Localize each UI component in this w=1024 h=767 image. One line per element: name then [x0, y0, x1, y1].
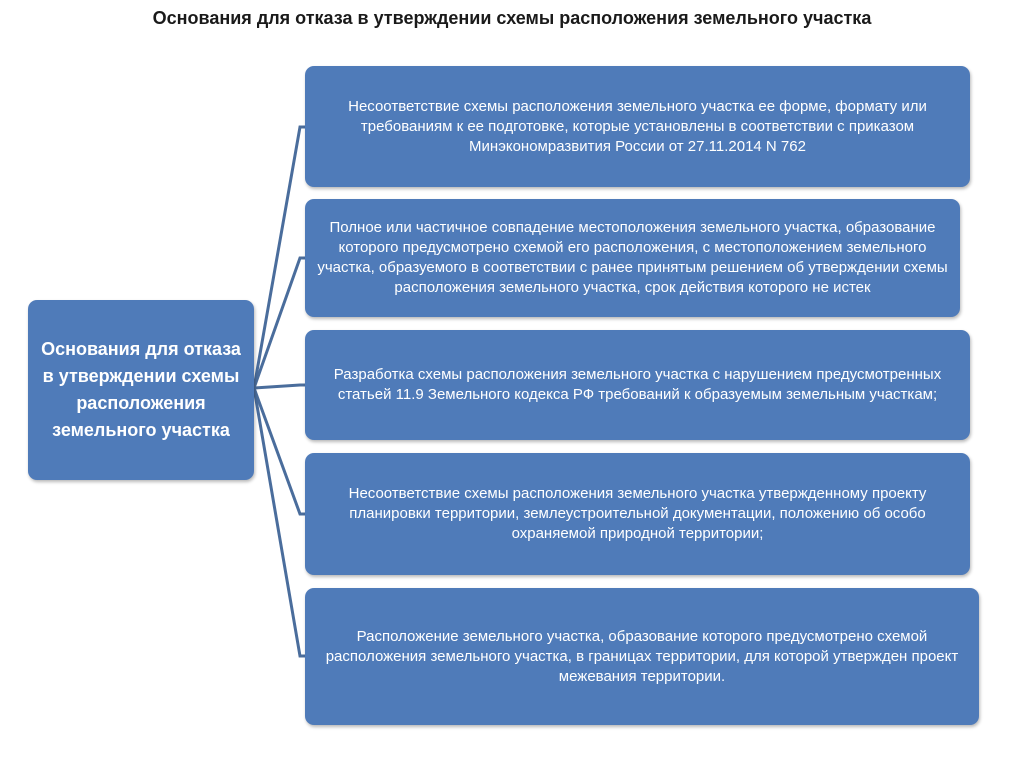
reason-text: Несоответствие схемы расположения земельного участка утвержденному проекту планировки территории, землеустроительной документации, положению об особо охраняемой природной территории; — [348, 485, 927, 542]
connector-5 — [254, 388, 305, 656]
root-node — [28, 300, 254, 480]
connector-4 — [254, 388, 305, 514]
reason-text: Разработка схемы расположения земельного участка с нарушением предусмотренных статьей 11.9 Земельного кодекса РФ требований к образуемым земельным участкам; — [333, 366, 942, 403]
reason-text: Расположение земельного участка, образование которого предусмотрено схемой расположения земельного участка, в границах территории, для которой утвержден проект межевания территории. — [325, 627, 959, 685]
reason-box-2 — [305, 199, 960, 317]
page-title: Основания для отказа в утверждении схемы расположения земельного участка — [152, 8, 872, 28]
root-node-label: Основания для отказа в утверждении схемы расположения земельного участка — [41, 339, 241, 440]
reason-box-5 — [305, 588, 979, 725]
reason-box-4 — [305, 453, 970, 575]
reason-text: Несоответствие схемы расположения земельного участка ее форме, формату или требованиям к ее подготовке, которые установлены в соответствии с приказом Минэкономразвития России от 27.11.2014 N 762 — [348, 97, 927, 155]
connector-3 — [254, 385, 305, 388]
reason-box-1 — [305, 66, 970, 187]
reason-box-3 — [305, 330, 970, 440]
connector-1 — [254, 127, 305, 388]
connector-2 — [254, 258, 305, 388]
reason-text: Полное или частичное совпадение местоположения земельного участка, образование которого предусмотрено схемой его расположения, с местоположением земельного участка, образуемого в соответствии с ранее принятым решением об утверждении схемы расположения земельного участка, срок действия которого не истек — [317, 219, 948, 296]
